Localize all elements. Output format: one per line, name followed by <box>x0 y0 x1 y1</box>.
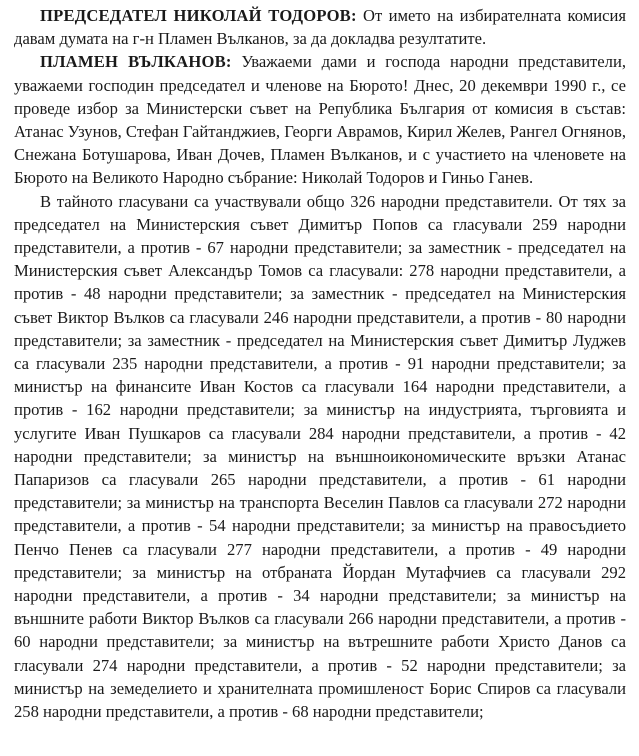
paragraph-chair-announcement <box>14 4 626 50</box>
document-page <box>14 4 626 723</box>
paragraph-vote-results <box>14 190 626 724</box>
paragraph-text: От името на избирателната комисия давам думата на г-н Пламен Вълканов, за да докладва резултатите. <box>14 6 627 49</box>
speaker-name: ПЛАМЕН ВЪЛКАНОВ: <box>40 52 232 72</box>
paragraph-commission-report <box>14 50 626 189</box>
paragraph-text: Уважаеми дами и господа народни представители, уважаеми господин председател и членове на Бюрото! Днес, 20 декември 1990 г., се проведе избор за Министерски съвет на Република България от комисия в състав: Атанас Узунов, Стефан Гайтанджиев, Георги Аврамов, Кирил Желев, Рангел Огнянов, Снежана Ботушарова, Иван Дочев, Пламен Вълканов, и с участието на членовете на Бюрото на Великото Народно събрание: Николай Тодоров и Гиньо Ганев. <box>14 52 626 188</box>
paragraph-text: В тайното гласувани са участвували общо 326 народни представители. От тях за председател на Министерския съвет Димитър Попов са гласували 259 народни представители, а против - 67 народни представители; за заместник - председател на Министерския съвет Александър Томов са гласували: 278 народни представители, а против - 48 народни представители; за заместник - председател на Министерския съвет Виктор Вълков са гласували 246 народни представители, а против - 80 народни представители; за заместник - председател на Министерския съвет Димитър Луджев са гласували 235 народни представители, а против - 91 народни представители; за министър на финансите Иван Костов са гласували 164 народни представители, а против - 162 народни представители; за министър на индустрията, търговията и услугите Иван Пушкаров са гласували 284 народни представители, а против - 42 народни представители; за министър на външноикономическите връзки Атанас Папаризов са гласували 265 народни представители, а против - 61 народни представители; за министър на транспорта Веселин Павлов са гласували 272 народни представители, а против - 54 народни представители; за министър на правосъдието Пенчо Пенев са гласували 277 народни представители, а против - 49 народни представители; за министър на отбраната Йордан Мутафчиев са гласували 292 народни представители, а против - 34 народни представители; за министър на външните работи Виктор Вълков са гласували 266 народни представители, а против - 60 народни представители; за министър на вътрешните работи Христо Данов са гласували 274 народни представители, а против - 52 народни представители; за министър на земеделието и хранителната промишленост Борис Спиров са гласували 258 народни представители, а против - 68 народни представители; <box>14 191 626 722</box>
speaker-name: ПРЕДСЕДАТЕЛ НИКОЛАЙ ТОДОРОВ: <box>40 6 357 25</box>
